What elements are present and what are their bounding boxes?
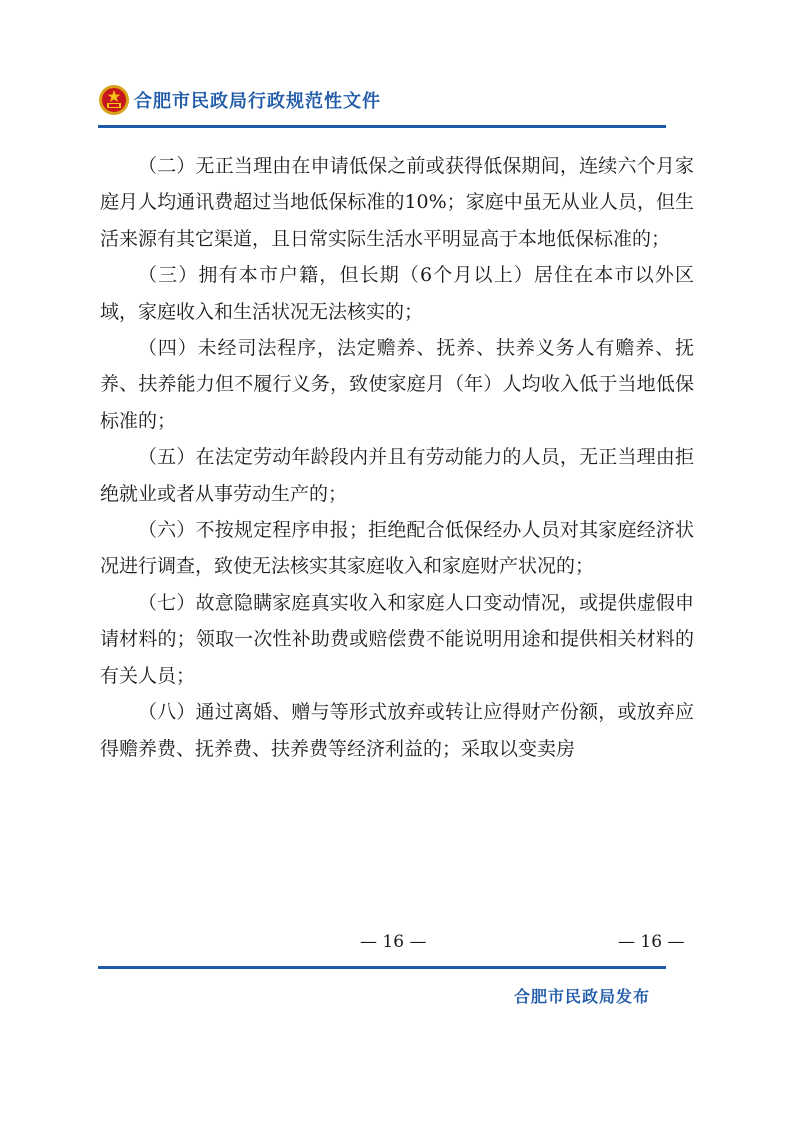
footer-divider: [98, 966, 666, 969]
paragraph-5: （五）在法定劳动年龄段内并且有劳动能力的人员，无正当理由拒绝就业或者从事劳动生产的；: [100, 446, 694, 505]
paragraph-7: （七）故意隐瞒家庭真实收入和家庭人口变动情况，或提供虚假申请材料的；领取一次性补助费或赔偿费不能说明用途和提供相关材料的有关人员；: [100, 591, 694, 687]
paragraph-8: （八）通过离婚、赠与等形式放弃或转让应得财产份额，或放弃应得赡养费、抚养费、扶养费等经济利益的；采取以变卖房: [100, 701, 694, 760]
paragraph-2: （二）无正当理由在申请低保之前或获得低保期间，连续六个月家庭月人均通讯费超过当地低保标准的10%；家庭中虽无从业人员，但生活来源有其它渠道，且日常实际生活水平明显高于本地低保标准的；: [100, 155, 694, 250]
paragraph-3: （三）拥有本市户籍，但长期（6个月以上）居住在本市以外区域，家庭收入和生活状况无法核实的；: [100, 264, 694, 323]
page-number-center: — 16 —: [360, 932, 427, 952]
header-divider: [98, 125, 666, 128]
publisher-label: 合肥市民政局发布: [514, 987, 651, 1006]
document-body: [100, 148, 694, 767]
header-title: 合肥市民政局行政规范性文件: [134, 91, 381, 112]
paragraph-6: （六）不按规定程序申报；拒绝配合低保经办人员对其家庭经济状况进行调查，致使无法核实其家庭收入和家庭财产状况的；: [100, 519, 694, 578]
document-header: [98, 82, 381, 118]
paragraph-4: （四）未经司法程序，法定赡养、抚养、扶养义务人有赡养、抚养、扶养能力但不履行义务，致使家庭月（年）人均收入低于当地低保标准的；: [100, 337, 694, 432]
page-number-right: — 16 —: [618, 932, 685, 952]
national-emblem-icon: [98, 84, 130, 116]
